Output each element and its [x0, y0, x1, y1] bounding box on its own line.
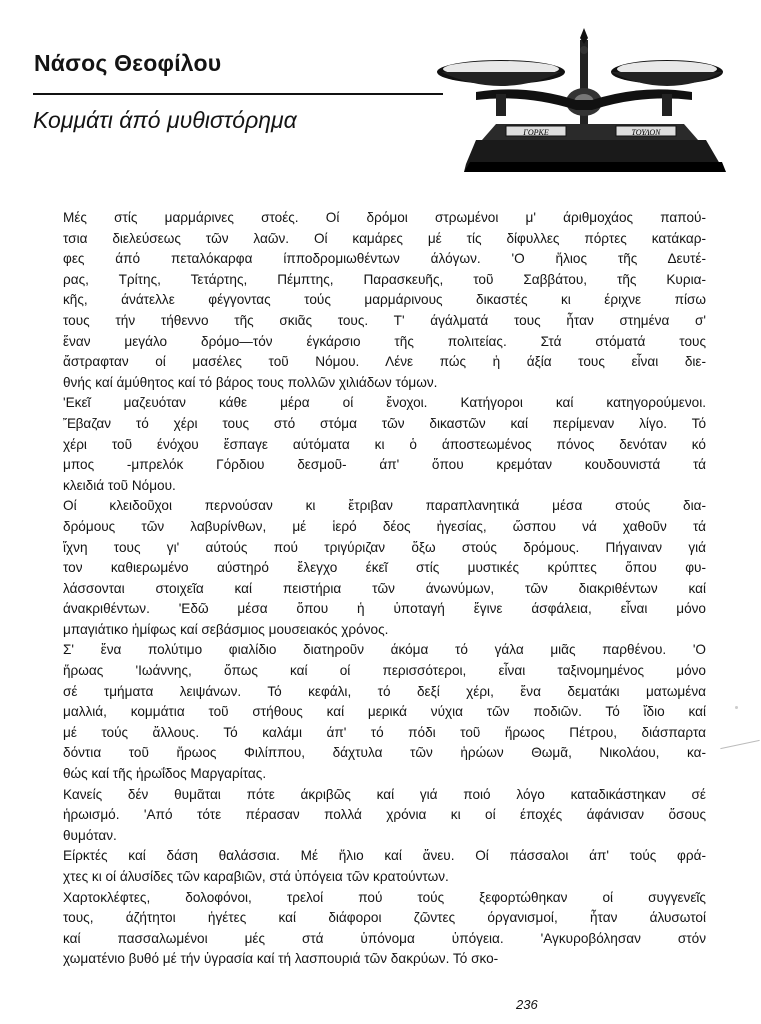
text-line: δρόμους τῶν λαβυρίνθων, μέ ἱερό δέος ἡγεσίας, ὥσπου νά χαθοῦν τά [63, 518, 706, 534]
text-line: μπος -μπρελόκ Γόρδιου δεσμοῦ- άπ' ὅπου κρεμόταν κουδουνιστά τά [63, 457, 706, 473]
text-line: Είρκτές καί δάση θαλάσσια. Μέ ἥλιο καί ἄνευ. Οί πάσσαλοι άπ' τούς φρά- [63, 848, 706, 864]
text-line: τον καθιερωμένο αύστηρό ἔλεγχο έκεῖ στίς μυστικές κρύπτες ὅπου φυ- [63, 560, 706, 576]
paragraph [63, 393, 706, 496]
text-line: ἡρωισμό. 'Από τότε πέρασαν πολλά χρόνια κι οί έποχές άφάνισαν ὅσους [63, 807, 706, 823]
text-line: τους τήν τήθεννο τῆς σκιᾶς τους. Τ' άγάλματά τους ἦταν στημένα σ' [63, 312, 706, 328]
text-line: Μές στίς μαρμάρινες στοές. Οί δρόμοι στρωμένοι μ' άριθμοχάος παπού- [63, 210, 706, 225]
paragraph [63, 846, 706, 887]
text-line: κλειδιά τοῦ Νόμου. [63, 477, 176, 493]
page-number: 236 [516, 997, 538, 1012]
text-line: μέ τούς ἄλλους. Τό καλάμι άπ' τό πόδι τοῦ ἥρωος Πέτρου, διάσπαρτα [63, 724, 706, 740]
text-line: Κανείς δέν θυμᾶται πότε άκριβῶς καί γιά ποιό λόγο καταδικάστηκαν σέ [63, 786, 706, 802]
text-line: σέ τμήματα λειψάνων. Τό κεφάλι, τό δεξί χέρι, ἕνα δεματάκι ματωμένα [63, 683, 706, 699]
text-line: τσια διελεύσεως τῶν λαῶν. Οί καμάρες μέ τίς δίφυλλες πόρτες κατάκαρ- [63, 230, 706, 246]
balance-scale-icon [436, 22, 726, 180]
text-line: Οί κλειδοῦχοι περνούσαν κι ἔτριβαν παραπλανητικά μέσα στούς δια- [63, 498, 706, 514]
work-subtitle: Κομμάτι άπό μυθιστόρημα [33, 107, 297, 133]
text-line: άνακριθέντων. 'Εδῶ μέσα ὅπου ἡ ὑποταγή ἔγινε άσφάλεια, εἶναι μόνο [63, 601, 706, 617]
title-rule [33, 93, 443, 95]
text-line: χτες κι οί άλυσίδες τῶν καραβιῶν, στά ὑπόγεια τῶν κρατούντων. [63, 869, 449, 884]
text-line: φες άπό πεταλόκαρφα ίπποδρομιωθέντων άλόγων. 'Ο ἥλιος τῆς Δευτέ- [63, 251, 706, 267]
text-line: Σ' ἕνα πολύτιμο φιαλίδιο διατηροῦν άκόμα τό γάλα μιᾶς παρθένου. 'Ο [63, 642, 706, 658]
author-name: Νάσος Θεοφίλου [34, 50, 222, 76]
text-line: χέρι τοῦ ένόχου ἔσπαγε αύτόματα κι ὁ άποστεωμένος πόνος δενόταν κό [63, 436, 706, 452]
text-line: θνής καί άμύθητος καί τό βάρος τους πολλῶν χιλιάδων τόμων. [63, 374, 438, 390]
text-line: χωματένιο βυθό μέ τήν ὑγρασία καί τή λασπουριά τῶν δακρύων. Τό σκο- [63, 951, 499, 967]
text-line: μπαγιάτικο ἡμίφως καί σεβάσμιος μουσειακός χρόνος. [63, 621, 389, 637]
engraving-left: ΓΟΡΚΕ [523, 128, 549, 137]
paragraph [63, 785, 706, 847]
text-line: κῆς, άνάτελλε φέγγοντας τούς μαρμάρινους δικαστές κι έριχνε πίσω [63, 292, 706, 308]
text-line: ρας, Τρίτης, Τετάρτης, Πέμπτης, Παρασκευῆς, τοῦ Σαββάτου, τῆς Κυρια- [63, 271, 706, 287]
body-text [63, 208, 706, 970]
text-line: ἴχνη τους γι' αύτούς πού τριγύριζαν ὅξω στούς δρόμους. Πήγαιναν γιά [63, 539, 706, 555]
text-line: ἄστραφταν οί μασέλες τοῦ Νόμου. Λένε πώς ἡ άξία τους εἶναι διε- [63, 354, 706, 370]
paragraph [63, 496, 706, 640]
text-line: μαλλιά, κομμάτια τοῦ στήθους καί μερικά νύχια τῶν ποδιῶν. Τό ἴδιο καί [63, 704, 706, 720]
paragraph [63, 888, 706, 970]
text-line: θώς καί τῆς ἡρωΐδος Μαργαρίτας. [63, 766, 267, 782]
text-line: τους, άζήτητοι ἡγέτες καί διάφοροι ζῶντες όργανισμοί, ἦταν άλυσωτοί [63, 910, 706, 926]
margin-mark [720, 740, 759, 749]
text-line: Ἔβαζαν τό χέρι τους στό στόμα τῶν δικαστῶν καί περίμεναν λίγο. Τό [63, 415, 706, 431]
margin-speck [735, 706, 738, 709]
text-line: ἥρωας 'Ιωάννης, ὅπως καί οί περισσότεροι, εἶναι ταξινομημένος μόνο [63, 663, 706, 679]
engraving-right: ΤΟΥΛΟΝ [631, 128, 661, 137]
paragraph [63, 208, 706, 393]
text-line: 'Εκεῖ μαζευόταν κάθε μέρα οί ἔνοχοι. Κατήγοροι καί κατηγορούμενοι. [63, 395, 706, 411]
text-line: θυμόταν. [63, 827, 117, 843]
text-line: ἕναν μεγάλο δρόμο—τόν έγκάρσιο τῆς πολιτείας. Στά στόματά τους [63, 333, 706, 349]
text-line: καί πασσαλωμένοι μές στά ὑπόνομα ὑπόγεια. 'Αγκυροβόλησαν στόν [63, 930, 706, 946]
text-line: Χαρτοκλέφτες, δολοφόνοι, τρελοί πού τούς ξεφορτώθηκαν οί συγγενεῖς [63, 889, 706, 905]
text-line: δόντια τοῦ ἥρωος Φιλίππου, δάχτυλα τῶν ἡρώων Θωμᾶ, Νικολάου, κα- [63, 745, 706, 761]
paragraph [63, 640, 706, 784]
text-line: λάσσονται στοιχεῖα καί πειστήρια τῶν άνωνύμων, τῶν διακριθέντων καί [63, 580, 706, 596]
